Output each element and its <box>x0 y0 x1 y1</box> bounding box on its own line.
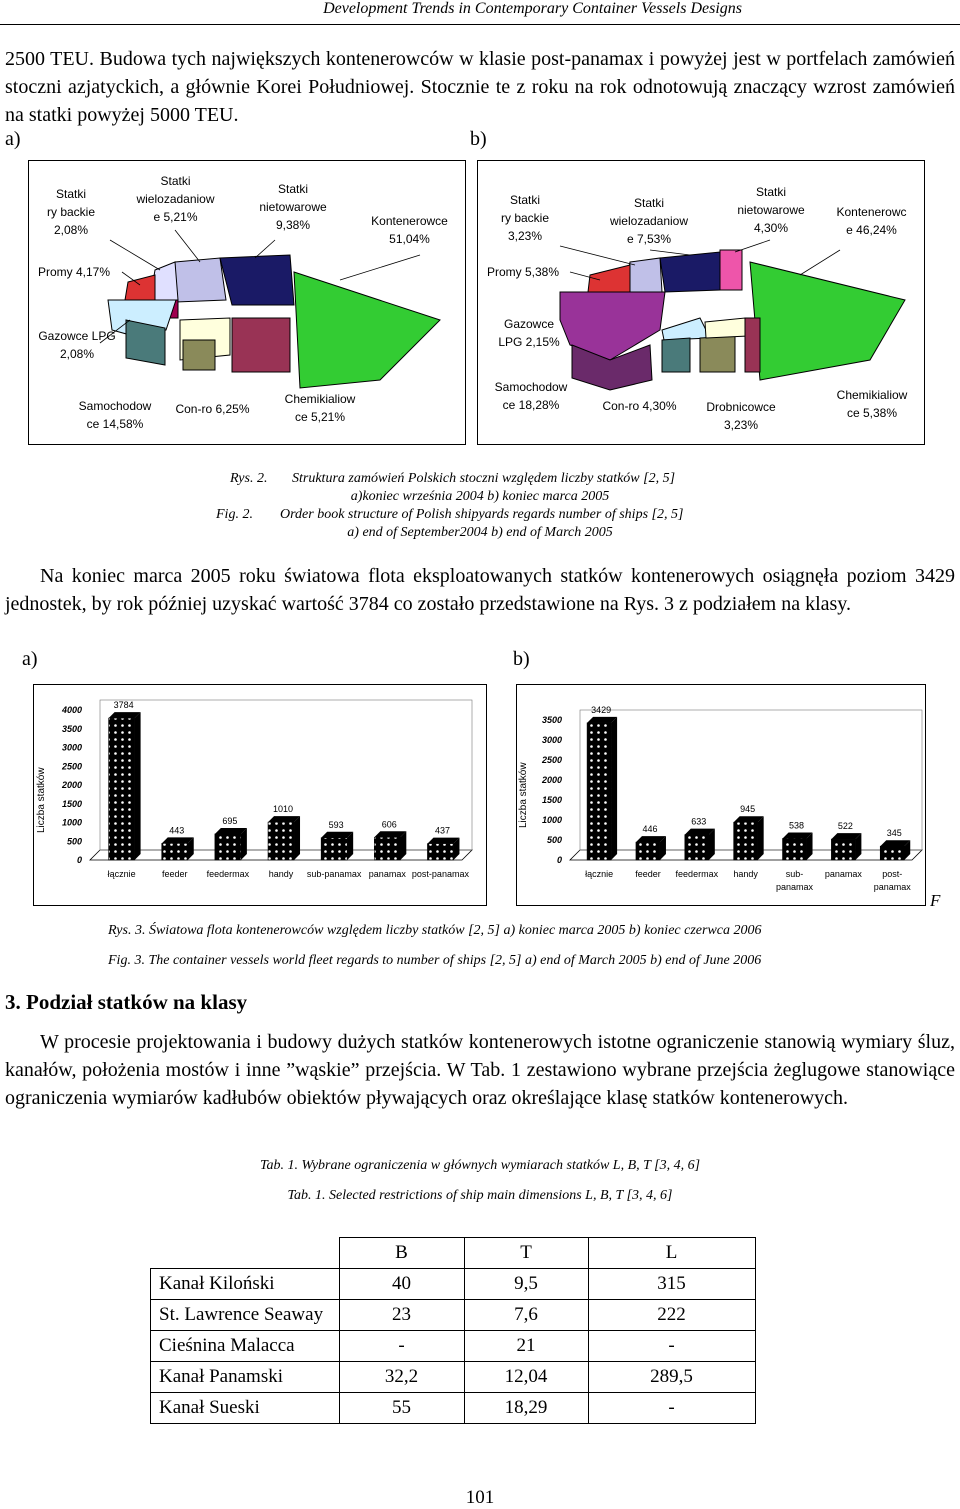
bar <box>162 843 188 860</box>
pie-b-label-nietowarowe <box>726 183 816 237</box>
pie-a-label-rybackie-2: ry backie <box>46 205 96 219</box>
pie-a-label-gaz-2: 2,08% <box>59 347 95 361</box>
pie-b-slice-conro <box>700 336 735 372</box>
fig2-label-b: b) <box>470 128 487 150</box>
pie-b-label-niet-1: Statki <box>755 185 786 199</box>
running-title: Development Trends in Contemporary Container Vessels Designs <box>323 0 742 17</box>
table-cell-name: Kanał Kiloński <box>151 1269 340 1300</box>
pie-a-label-nietowarowe <box>248 180 338 234</box>
pie-b-label-gaz-2: LPG 2,15% <box>498 335 560 349</box>
table-cell: 222 <box>588 1300 755 1331</box>
table-cell: 12,04 <box>464 1362 588 1393</box>
page-number: 101 <box>465 1487 495 1508</box>
bar-value-label: 3429 <box>591 704 612 715</box>
pie-a <box>108 255 440 388</box>
pie-b-label-drobnicowce <box>700 398 782 434</box>
y-tick-label: 4000 <box>61 705 82 715</box>
pie-a-slice-conro-side <box>183 340 215 370</box>
bar-value-label: 695 <box>222 815 238 826</box>
pie-b-slice-gazowce-side <box>662 338 690 372</box>
table-header-t: T <box>464 1238 588 1269</box>
pie-a-label-wielo-3: e 5,21% <box>153 210 198 224</box>
pie-b-label-drob-2: 3,23% <box>723 418 759 432</box>
fig3-label-b: b) <box>513 648 530 670</box>
x-tick-label: feeder <box>161 869 188 879</box>
section-heading: 3. Podział statków na klasy <box>5 990 248 1014</box>
table-header-row <box>151 1238 756 1269</box>
pie-a-label-sam-2: ce 14,58% <box>86 417 144 431</box>
pie-a-label-niet-2: nietowarowe <box>259 200 327 214</box>
table-cell: - <box>339 1331 464 1362</box>
pie-a-label-gaz-1: Gazowce LPG <box>38 329 116 343</box>
x-tick-label: panamax <box>873 882 911 892</box>
x-tick-label: panamax <box>368 869 406 879</box>
bar-value-label: 606 <box>381 819 397 830</box>
x-tick-label: feedermax <box>206 869 250 879</box>
x-tick-label: łącznie <box>585 869 614 879</box>
y-tick-label: 3500 <box>541 715 562 725</box>
pie-a-label-samochodowce <box>70 397 160 433</box>
fig2-caption-pl: Struktura zamówień Polskich stoczni względem liczby statków [2, 5] <box>292 471 676 486</box>
pie-b-label-chem-2: ce 5,38% <box>846 406 898 420</box>
bar-side <box>135 712 141 860</box>
pie-b-label-gazowce <box>484 315 574 351</box>
y-tick-label: 0 <box>76 855 82 865</box>
pie-a-label-wielozadaniowe <box>128 172 223 226</box>
pie-a-slice-promy <box>125 275 155 300</box>
bar-value-label: 446 <box>642 824 658 835</box>
y-tick-label: 1000 <box>541 815 562 825</box>
table-header-l: L <box>588 1238 755 1269</box>
fig2-pies <box>0 0 960 460</box>
table-cell: 9,5 <box>464 1269 588 1300</box>
table-cell-name: Kanał Panamski <box>151 1362 340 1393</box>
bar-chart-a <box>61 700 472 879</box>
pie-a-label-niet-1: Statki <box>277 182 308 196</box>
table-cell: 7,6 <box>464 1300 588 1331</box>
bar-value-label: 945 <box>740 804 756 815</box>
pie-b-slice-kontenerowce <box>750 262 905 380</box>
table-cell: 40 <box>339 1269 464 1300</box>
paragraph-1: 2500 TEU. Budowa tych największych kontenerowców w klasie post-panamax i powyżej jest w portfelach zamówień stoczni azjatyckich, a głównie Korei Południowej. Stocznie te z roku na rok odnotowują znaczący wzrost zamówień na statki powyżej 5000 TEU. <box>5 48 955 126</box>
table-cell-name: Kanał Sueski <box>151 1393 340 1424</box>
table-caption-pl: Tab. 1. Wybrane ograniczenia w głównych wymiarach statków L, B, T [3, 4, 6] <box>259 1158 701 1173</box>
bar-chart-b <box>541 705 922 892</box>
pie-b-label-wielo-2: wielozadaniow <box>609 214 689 228</box>
y-tick-label: 500 <box>66 836 82 847</box>
bar-value-label: 345 <box>886 828 902 839</box>
table-cell: 32,2 <box>339 1362 464 1393</box>
table-cell: 55 <box>339 1393 464 1424</box>
pie-a-label-promy: Promy 4,17% <box>38 265 111 279</box>
table-row <box>151 1331 756 1362</box>
fig2-caption-pl-label: Rys. 2. <box>230 471 268 486</box>
table-row <box>151 1300 756 1331</box>
bar-value-label: 633 <box>691 816 707 827</box>
pie-b-label-sam-2: ce 18,28% <box>502 398 560 412</box>
table-cell-name: St. Lawrence Seaway <box>151 1300 340 1331</box>
x-tick-label: feeder <box>635 869 661 879</box>
table-cell: - <box>588 1393 755 1424</box>
pie-b-label-gaz-1: Gazowce <box>503 317 555 331</box>
pie-a-label-niet-3: 9,38% <box>275 218 311 232</box>
table-cell: 18,29 <box>464 1393 588 1424</box>
pie-b-label-niet-3: 4,30% <box>753 221 789 235</box>
bar <box>215 834 241 860</box>
y-tick-label: 2500 <box>541 755 562 765</box>
bar <box>321 838 347 860</box>
pie-a-label-gazowce <box>32 327 122 363</box>
bar-value-label: 538 <box>789 820 805 831</box>
table-cell-name: Cieśnina Malacca <box>151 1331 340 1362</box>
y-tick-label: 2000 <box>541 775 562 785</box>
fig3-caption-pl: Rys. 3. Światowa flota kontenerowców względem liczby statków [2, 5] a) koniec marca 2005 b) koniec czerwca 2006 <box>108 923 762 938</box>
pie-b-label-wielozadaniowe <box>600 194 698 248</box>
pie-b-label-conro: Con-ro 4,30% <box>602 399 677 413</box>
pie-b-label-wielo-1: Statki <box>633 196 664 210</box>
pie-b-label-chem-1: Chemikialiow <box>836 388 908 402</box>
pie-b-label-niet-2: nietowarowe <box>737 203 805 217</box>
pie-b-slice-nietowarowe <box>720 250 742 290</box>
bar <box>734 822 758 860</box>
bar-side <box>758 816 764 860</box>
table-row <box>151 1393 756 1424</box>
x-tick-label: sub- <box>785 869 804 879</box>
x-tick-label: feedermax <box>675 869 719 879</box>
bar-b-ylabel <box>518 740 532 840</box>
pie-a-label-kontenerowce <box>362 212 457 248</box>
bar-value-label: 443 <box>169 825 185 836</box>
bar-value-label: 1010 <box>273 804 294 815</box>
pie-a-slice-chemikaliowce <box>232 318 290 372</box>
pie-a-label-conro: Con-ro 6,25% <box>175 402 250 416</box>
stray-letter: F <box>930 891 941 910</box>
bar-b-ylabel-text: Liczba statków <box>518 762 529 828</box>
bar <box>374 837 400 860</box>
pie-a-slice-kontenerowce <box>294 272 440 388</box>
y-tick-label: 3000 <box>541 735 562 745</box>
pie-a-slice-samochodowce-side <box>126 320 165 365</box>
y-tick-label: 2500 <box>61 761 82 772</box>
y-tick-label: 3500 <box>61 723 82 734</box>
pie-b-slice-wielozadaniowe <box>660 252 720 292</box>
table-cell: - <box>588 1331 755 1362</box>
y-tick-label: 1500 <box>541 795 562 805</box>
x-tick-label: post- <box>882 869 903 879</box>
pie-a-label-rybackie <box>40 185 102 239</box>
bar <box>268 822 294 860</box>
bar-value-label: 3784 <box>113 700 134 711</box>
pie-b <box>560 250 905 390</box>
bar <box>783 838 807 860</box>
pie-a-label-rybackie-3: 2,08% <box>53 223 89 237</box>
bar <box>587 723 611 860</box>
bar <box>880 846 904 860</box>
x-tick-label: panamax <box>824 869 862 879</box>
fig3-bars-svg <box>0 680 960 910</box>
fig2-label-a: a) <box>5 128 21 150</box>
pie-a-label-chemikaliowce <box>275 390 365 426</box>
pie-b-label-rybackie <box>494 191 556 245</box>
pie-a-label-wielo-2: wielozadaniow <box>136 192 215 206</box>
bar-value-label: 437 <box>434 825 450 836</box>
y-tick-label: 3000 <box>61 742 82 753</box>
table-corner <box>151 1238 340 1269</box>
pie-a-label-sam-1: Samochodow <box>78 399 152 413</box>
y-tick-label: 2000 <box>61 780 82 790</box>
table-caption-en: Tab. 1. Selected restrictions of ship main dimensions L, B, T [3, 4, 6] <box>287 1188 673 1203</box>
pie-b-slice-gazowce <box>662 318 710 340</box>
pie-b-label-rybackie-3: 3,23% <box>507 229 543 243</box>
bar <box>109 718 135 860</box>
paragraph-2: Na koniec marca 2005 roku światowa flota eksploatowanych statków kontenerowych osiągnęła poziom 3429 jednostek, by rok później uzyskać wartość 3784 co zostało przedstawione na Rys. 3 z podziałem na klasy. <box>5 565 955 615</box>
table-cell: 315 <box>588 1269 755 1300</box>
table-cell: 21 <box>464 1331 588 1362</box>
fig2-caption-en-label: Fig. 2. <box>216 507 253 522</box>
pie-b-label-sam-1: Samochodow <box>494 380 568 394</box>
fig2-caption-en-sub: a) end of September2004 b) end of March 2005 <box>347 525 613 540</box>
bar <box>427 844 453 860</box>
pie-b-slice-chemikaliowce <box>745 318 760 372</box>
table-row <box>151 1269 756 1300</box>
y-tick-label: 1500 <box>61 798 82 809</box>
pie-a-label-kont-1: Kontenerowce <box>371 214 448 228</box>
pie-a-label-rybackie-1: Statki <box>55 187 86 201</box>
pie-b-label-kont-1: Kontenerowc <box>836 205 907 219</box>
pie-b-slice-rybackie <box>625 258 662 292</box>
table-cell: 23 <box>339 1300 464 1331</box>
pie-a-label-chem-1: Chemikialiow <box>284 392 356 406</box>
table-row <box>151 1362 756 1393</box>
bar-value-label: 593 <box>328 819 344 830</box>
bar-side <box>611 717 617 860</box>
pie-b-label-wielo-3: e 7,53% <box>626 232 672 246</box>
pie-b-slice-drobnicowce <box>705 318 748 338</box>
pie-b-label-samochodowce <box>485 378 577 414</box>
pie-b-label-rybackie-2: ry backie <box>500 211 550 225</box>
y-tick-label: 500 <box>546 835 562 845</box>
x-tick-label: łącznie <box>107 869 136 879</box>
bar-a-ylabel <box>36 745 50 845</box>
fig2-caption-pl-sub: a)koniec września 2004 b) koniec marca 2005 <box>350 489 610 504</box>
y-tick-label: 0 <box>556 855 562 865</box>
bar <box>831 839 855 860</box>
bar <box>685 835 709 860</box>
pie-b-label-chemikaliowce <box>826 386 918 422</box>
pie-a-slice-wielozadaniowe <box>175 258 226 302</box>
x-tick-label: handy <box>268 869 294 879</box>
pie-b-label-promy: Promy 5,38% <box>487 265 560 279</box>
pie-a-slice-nietowarowe <box>220 255 294 305</box>
pie-a-label-wielo-1: Statki <box>160 174 191 188</box>
bar-value-label: 522 <box>837 821 853 832</box>
pie-b-label-kontenerowce <box>824 203 919 239</box>
fig2-caption-en: Order book structure of Polish shipyards regards number of ships [2, 5] <box>280 507 684 522</box>
x-tick-label: sub-panamax <box>306 869 362 879</box>
fig3-label-a: a) <box>22 648 38 670</box>
pie-a-label-kont-2: 51,04% <box>389 232 430 246</box>
pie-b-label-kont-2: e 46,24% <box>846 223 897 237</box>
bar <box>636 842 660 860</box>
pie-a-label-chem-2: ce 5,21% <box>294 410 346 424</box>
bar-side <box>294 816 300 860</box>
table-cell: 289,5 <box>588 1362 755 1393</box>
table-header-b: B <box>339 1238 464 1269</box>
pie-b-label-rybackie-1: Statki <box>509 193 540 207</box>
bar-a-ylabel-text: Liczba statków <box>36 767 47 833</box>
y-tick-label: 1000 <box>61 817 82 828</box>
pie-b-label-drob-1: Drobnicowce <box>706 400 776 414</box>
paragraph-3: W procesie projektowania i budowy dużych statków kontenerowych istotne ograniczenie stanowią wymiary śluz, kanałów, położenia mostów i inne ”wąskie” przejścia. W Tab. 1 zestawiono wybrane przejścia żeglugowe stanowiące ograniczenia wymiarów kadłubów obiektów pływających oraz określające klasę statków kontenerowych. <box>5 1031 955 1109</box>
x-tick-label: handy <box>733 869 758 879</box>
x-tick-label: post-panamax <box>411 869 469 879</box>
x-tick-label: panamax <box>776 882 814 892</box>
dimensions-table <box>150 1237 756 1424</box>
fig3-caption-en: Fig. 3. The container vessels world fleet regards to number of ships [2, 5] a) end of March 2005 b) end of June 2006 <box>108 953 762 968</box>
